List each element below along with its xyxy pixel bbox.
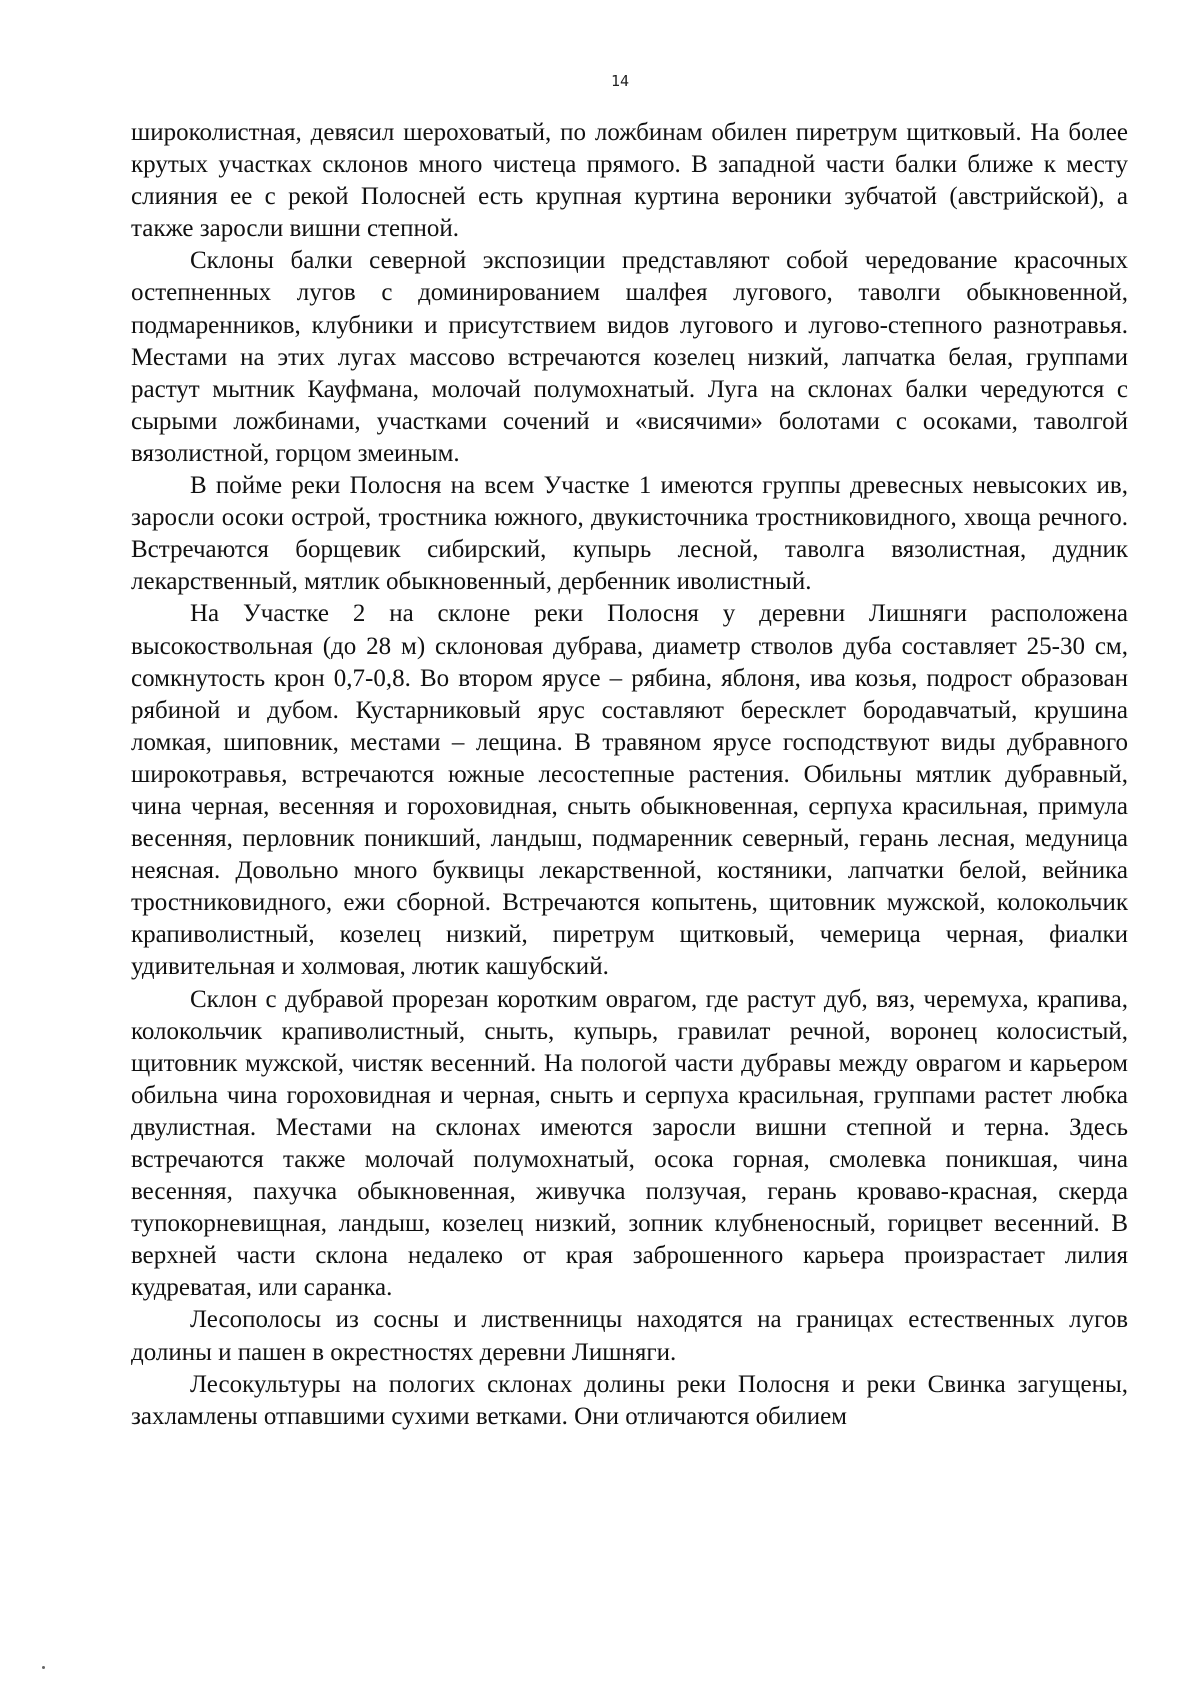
paragraph-plantations: Лесокультуры на пологих склонах долины реки Полосня и реки Свинка загущены, захламлены отпавшими сухими ветками. Они отличаются обилием — [131, 1370, 1128, 1430]
body-text — [131, 117, 1128, 1433]
paragraph-continuation: широколистная, девясил шероховатый, по ложбинам обилен пиретрум щитковый. На более крутых участках склонов много чистеца прямого. В западной части балки ближе к месту слияния ее с рекой Полосней есть крупная куртина вероники зубчатой (австрийской), а также заросли вишни степной. — [131, 119, 1128, 243]
page-number: 14 — [610, 72, 630, 90]
paragraph-northern-slopes: Склоны балки северной экспозиции представляют собой чередование красочных остепненных лугов с доминированием шалфея лугового, таволги обыкновенной, подмаренников, клубники и присутствием видов лугового и лугово-степного разнотравья. Местами на этих лугах массово встречаются козелец низкий, лапчатка белая, группами растут мытник Кауфмана, молочай полумохнатый. Луга на склонах балки чередуются с сырыми ложбинами, участками сочений и «висячими» болотами с осоками, таволгой вязолистной, горцом змеиным. — [131, 247, 1128, 467]
paragraph-ravine: Склон с дубравой прорезан коротким оврагом, где растут дуб, вяз, черемуха, крапива, колокольчик крапиволистный, сныть, купырь, гравилат речной, воронец колосистый, щитовник мужской, чистяк весенний. На пологой части дубравы между оврагом и карьером обильна чина гороховидная и черная, сныть и серпуха красильная, группами растет любка двулистная. Местами на склонах имеются заросли вишни степной и терна. Здесь встречаются также молочай полумохнатый, осока горная, смолевка поникшая, чина весенняя, пахучка обыкновенная, живучка ползучая, герань кроваво-красная, скерда тупокорневищная, ландыш, козелец низкий, зопник клубненосный, горицвет весенний. В верхней части склона недалеко от края заброшенного карьера произрастает лилия кудреватая, или саранка. — [131, 985, 1128, 1302]
paragraph-floodplain: В пойме реки Полосня на всем Участке 1 имеются группы древесных невысоких ив, заросли осоки острой, тростника южного, двукисточника тростниковидного, хвоща речного. Встречаются борщевик сибирский, купырь лесной, таволга вязолистная, дудник лекарственный, мятлик обыкновенный, дербенник иволистный. — [131, 472, 1128, 596]
paragraph-site-2-oak-forest: На Участке 2 на склоне реки Полосня у деревни Лишняги расположена высокоствольная (до 28 м) склоновая дубрава, диаметр стволов дуба составляет 25-30 см, сомкнутость крон 0,7-0,8. Во втором ярусе – рябина, яблоня, ива козья, подрост образован рябиной и дубом. Кустарниковый ярус составляют бересклет бородавчатый, крушина ломкая, шиповник, местами – лещина. В травяном ярусе господствуют виды дубравного широкотравья, встречаются южные лесостепные растения. Обильны мятлик дубравный, чина черная, весенняя и гороховидная, сныть обыкновенная, серпуха красильная, примула весенняя, перловник поникший, ландыш, подмаренник северный, герань лесная, медуница неясная. Довольно много буквицы лекарственной, костяники, лапчатки белой, вейника тростниковидного, ежи сборной. Встречаются копытень, щитовник мужской, колокольчик крапиволистный, козелец низкий, пиретрум щитковый, чемерица черная, фиалки удивительная и холмовая, лютик кашубский. — [131, 600, 1128, 981]
scan-speck — [42, 1666, 45, 1669]
paragraph-shelterbelts: Лесополосы из сосны и лиственницы находятся на границах естественных лугов долины и пашен в окрестностях деревни Лишняги. — [131, 1306, 1128, 1366]
